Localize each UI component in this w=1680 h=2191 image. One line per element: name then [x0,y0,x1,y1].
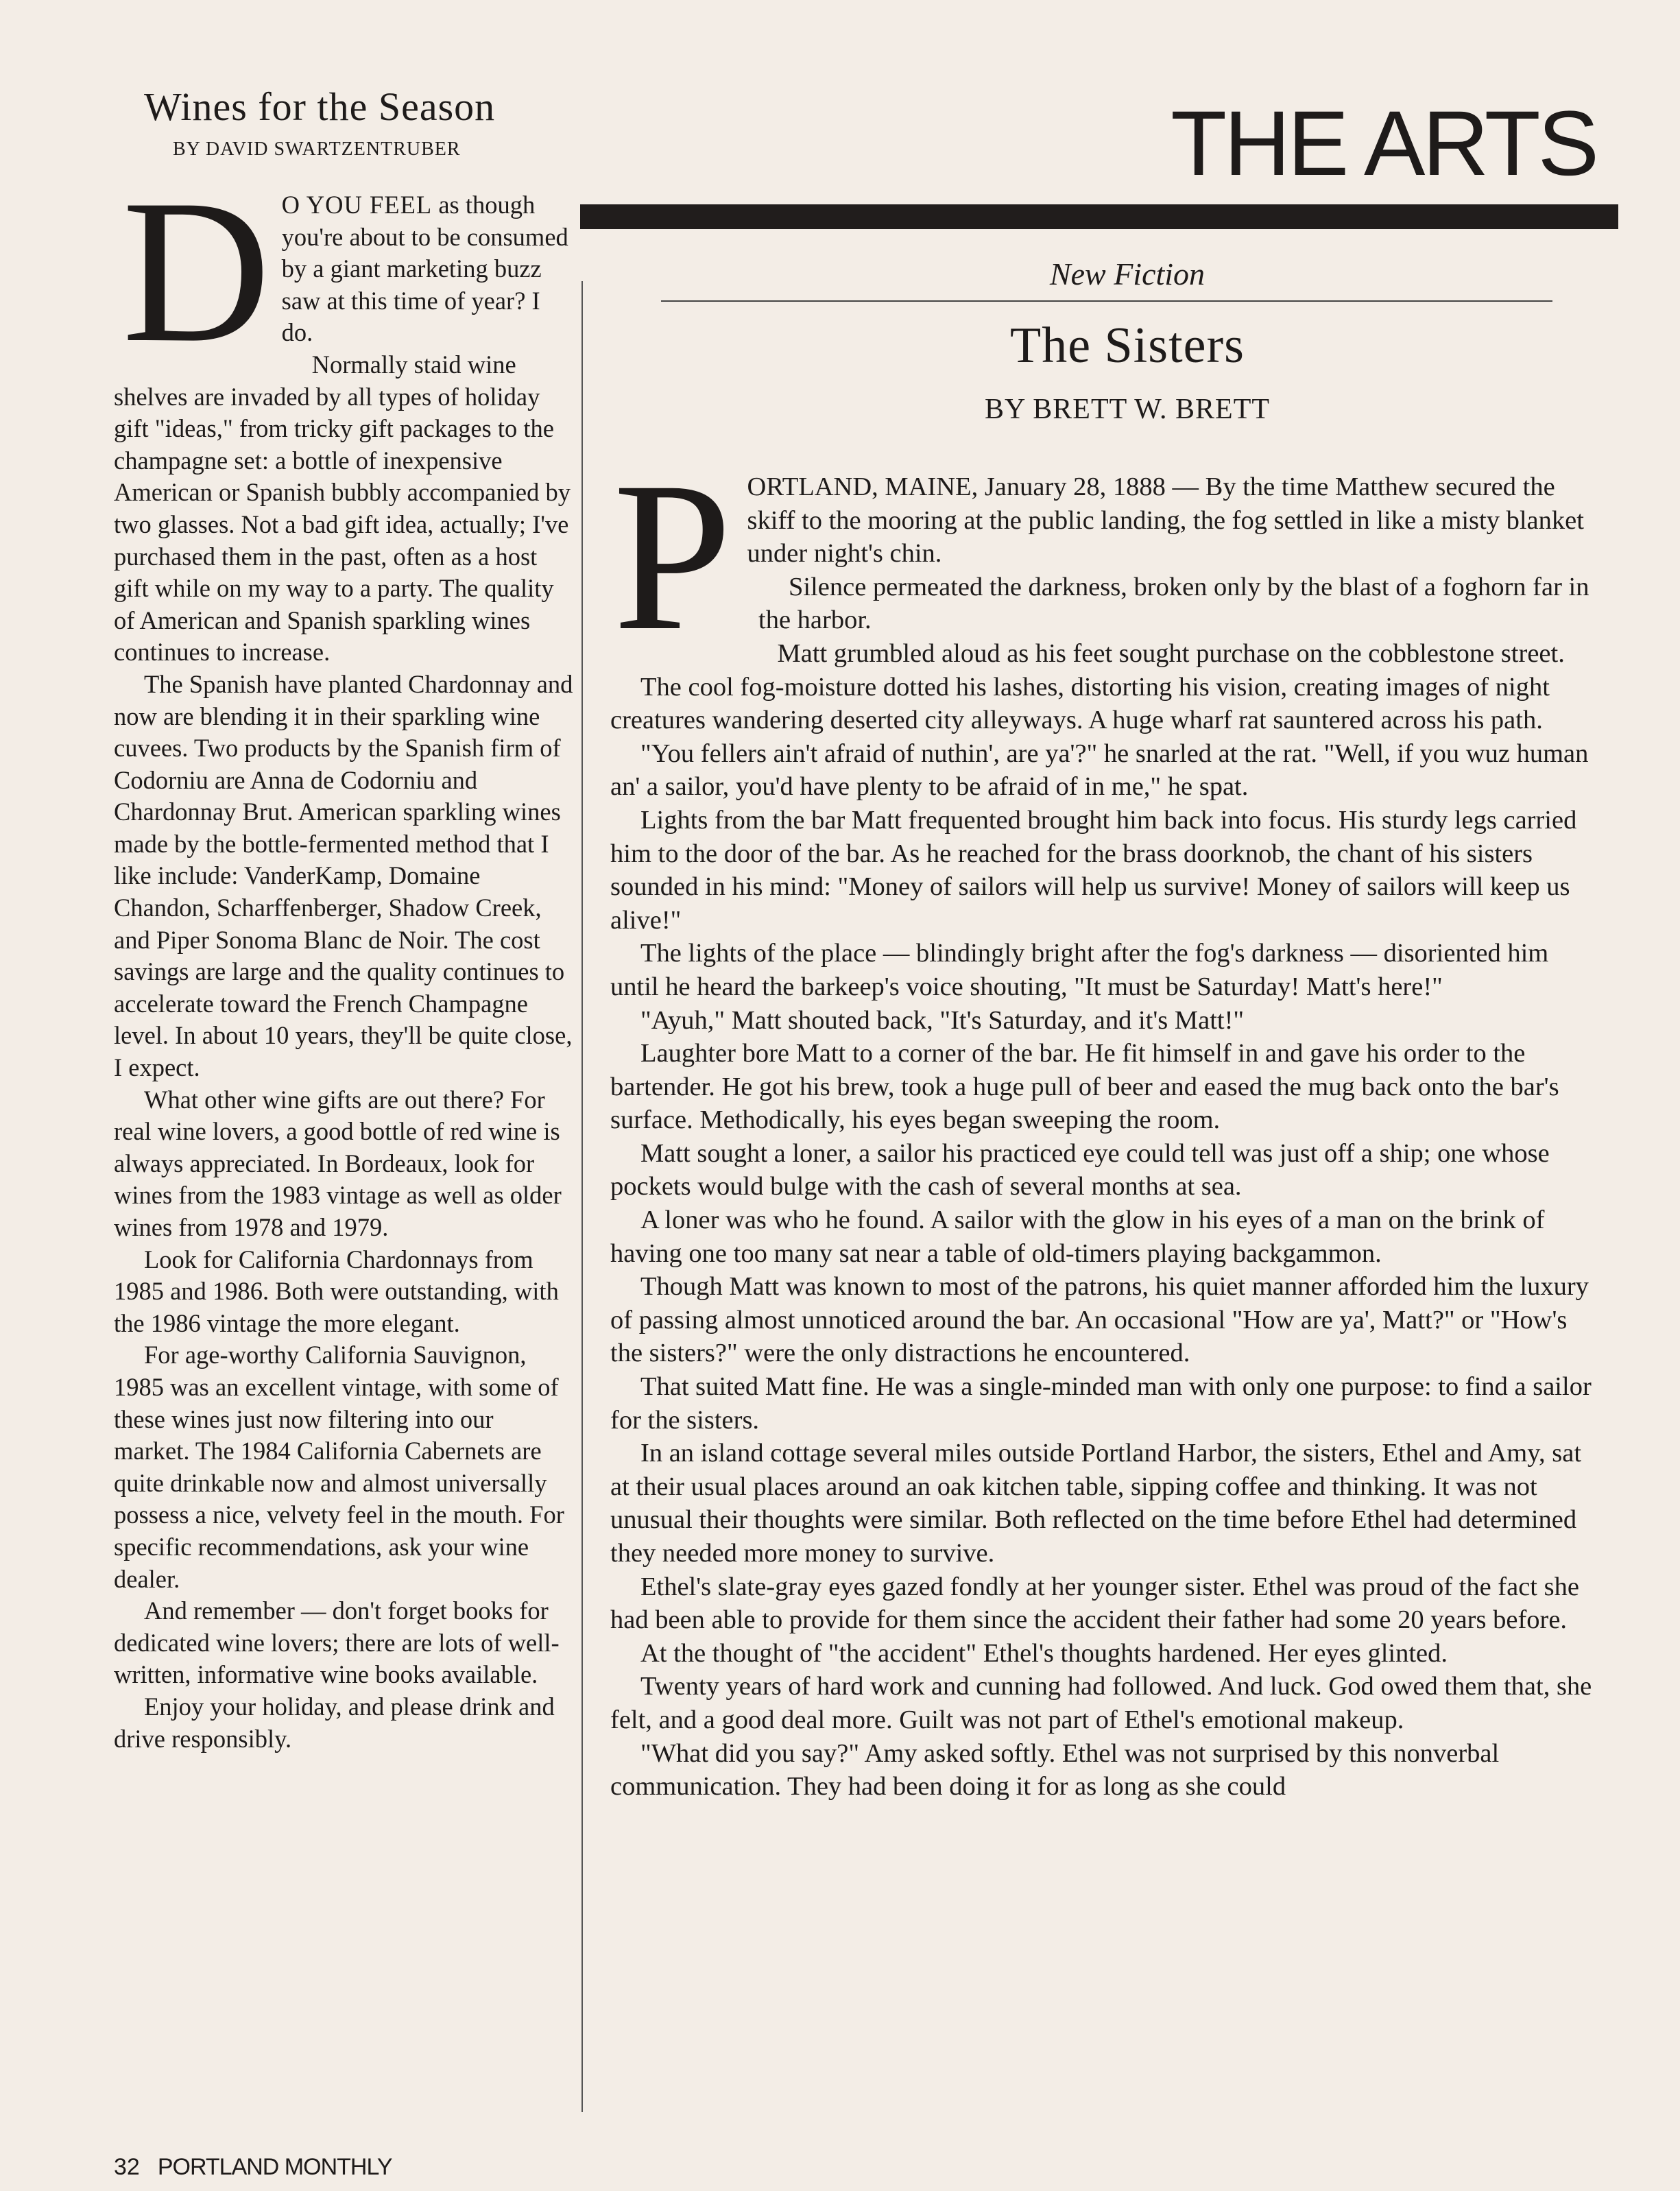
page-footer [114,2153,392,2181]
wine-lead-caps: O YOU FEEL [281,191,433,219]
wine-paragraph: For age-worthy California Sauvignon, 1985 was an excellent vintage, with some of these wines just now filtering into our market. The 1984 California Cabernets are quite drinkable now and almost universally possess a nice, velvety feel in the mouth. For specific recommendations, ask your wine dealer. [114,1341,564,1593]
story-title: The Sisters [1010,318,1245,374]
story-paragraph: Silence permeated the darkness, broken only by the blast of a foghorn far in the harbor. [758,572,1589,635]
wine-paragraph: The Spanish have planted Chardonnay and now are blending it in their sparkling wine cuvees. Two products by the Spanish firm of Codorniu are Anna de Codorniu and Chardonnay Brut. American sparkling wines made by the bottle-fermented method that I like include: VanderKamp, Domaine Chandon, Scharffenberger, Shadow Creek, and Piper Sonoma Blanc de Noir. The cost savings are large and the quality continues to accelerate toward the French Champagne level. In about 10 years, they'll be quite close, I expect. [114,669,573,1082]
story-paragraph: Matt sought a loner, a sailor his practiced eye could tell was just off a ship; one whose pockets would bulge with the cash of several months at sea. [610,1138,1550,1201]
story-byline: BY BRETT W. BRETT [984,394,1271,425]
wine-paragraph: Look for California Chardonnays from 1985 and 1986. Both were outstanding, with the 1986 vintage the more elegant. [114,1245,559,1337]
story-paragraph: "What did you say?" Amy asked softly. Ethel was not surprised by this nonverbal communication. They had been doing it for as long as she could [610,1738,1500,1801]
story-paragraph: In an island cottage several miles outside Portland Harbor, the sisters, Ethel and Amy, sat at their usual places around an oak kitchen table, sipping coffee and thinking. It was not unusual their thoughts were similar. Both reflected on the time before Ethel had determined they needed more money to survive. [610,1439,1582,1568]
story-paragraph: Ethel's slate-gray eyes gazed fondly at her younger sister. Ethel was proud of the fact she had been able to provide for them since the accident their father had some 20 years before. [610,1572,1579,1635]
story-paragraph: "Ayuh," Matt shouted back, "It's Saturday, and it's Matt!" [640,1005,1245,1035]
story-paragraph: Matt grumbled aloud as his feet sought purchase on the cobblestone street. [777,638,1565,668]
story-paragraph: At the thought of "the accident" Ethel's thoughts hardened. Her eyes glinted. [640,1638,1448,1668]
story-paragraph: The cool fog-moisture dotted his lashes, distorting his vision, creating images of night creatures wandering deserted city alleyways. A huge wharf rat sauntered across his path. [610,672,1550,735]
story-lead-text: ORTLAND, MAINE, January 28, 1888 — By the time Matthew secured the skiff to the mooring at the public landing, the fog settled in like a misty blanket under night's chin. [747,472,1584,568]
section-rule-bar [580,204,1618,229]
story-paragraph: "You fellers ain't afraid of nuthin', are ya'?" he snarled at the rat. "Well, if you wuz human an' a sailor, you'd have plenty to be afraid of in me," he spat. [610,739,1589,802]
wine-lead-text: as though you're about to be consumed by a giant marketing buzz saw at this time of year? I do. [281,191,568,347]
wine-column-body [114,157,575,1755]
story-paragraph: Laughter bore Matt to a corner of the bar. He fit himself in and gave his order to the bartender. He got his brew, took a huge pull of beer and eased the mug back onto the bar's surface. Methodically, his eyes began sweeping the room. [610,1039,1559,1135]
story-paragraph: That suited Matt fine. He was a single-minded man with only one purpose: to find a sailor for the sisters. [610,1372,1592,1435]
column-divider [581,281,583,2112]
story-paragraph: Twenty years of hard work and cunning had followed. And luck. God owed them that, she felt, and a good deal more. Guilt was not part of Ethel's emotional makeup. [610,1672,1592,1734]
story-kicker: New Fiction [1049,256,1205,291]
kicker-underline [661,300,1552,302]
wine-paragraph: What other wine gifts are out there? For real wine lovers, a good bottle of red wine is always appreciated. In Bordeaux, look for wines from the 1983 vintage as well as older wines from 1978 and 1979. [114,1085,562,1241]
fiction-story [610,254,1596,1804]
section-heading: THE ARTS [1171,93,1596,195]
wine-paragraph: Normally staid wine shelves are invaded by all types of holiday gift "ideas," from tricky gift packages to the champagne set: a bottle of inexpensive American or Spanish bubbly accompanied by two glasses. Not a bad gift idea, actually; I've purchased them in the past, often as a host gift while on my way to a party. The quality of American and Spanish sparkling wines continues to increase. [114,350,571,667]
story-paragraph: The lights of the place — blindingly bright after the fog's darkness — disoriented him until he heard the barkeep's voice shouting, "It must be Saturday! Matt's here!" [610,939,1549,1001]
story-paragraph: Lights from the bar Matt frequented brought him back into focus. His sturdy legs carried him to the door of the bar. As he reached for the brass doorknob, the chant of his sisters sounded in his mind: "Money of sailors will help us survive! Money of sailors will keep us alive!" [610,805,1577,935]
wine-column-title: Wines for the Season [144,84,496,129]
publication-name: PORTLAND MONTHLY [157,2154,392,2180]
page-number: 32 [114,2154,140,2180]
wine-column-byline: BY DAVID SWARTZENTRUBER [173,139,461,160]
story-body [610,438,1596,1804]
drop-cap-d: D [122,157,271,385]
wine-paragraph: Enjoy your holiday, and please drink and drive responsibly. [114,1692,555,1753]
story-paragraph: A loner was who he found. A sailor with the glow in his eyes of a man on the brink of having one too many sat near a table of old-timers playing backgammon. [610,1206,1545,1268]
wine-paragraph: And remember — don't forget books for dedicated wine lovers; there are lots of well-written, informative wine books available. [114,1596,560,1689]
drop-cap-p: P [613,438,732,675]
wine-lead-paragraph [114,157,575,385]
wine-column [114,82,575,1755]
story-paragraph: Though Matt was known to most of the patrons, his quiet manner afforded him the luxury of passing almost unnoticed around the bar. An occasional "How are ya', Matt?" or "How's the sisters?" were the only distractions he encountered. [610,1272,1589,1368]
